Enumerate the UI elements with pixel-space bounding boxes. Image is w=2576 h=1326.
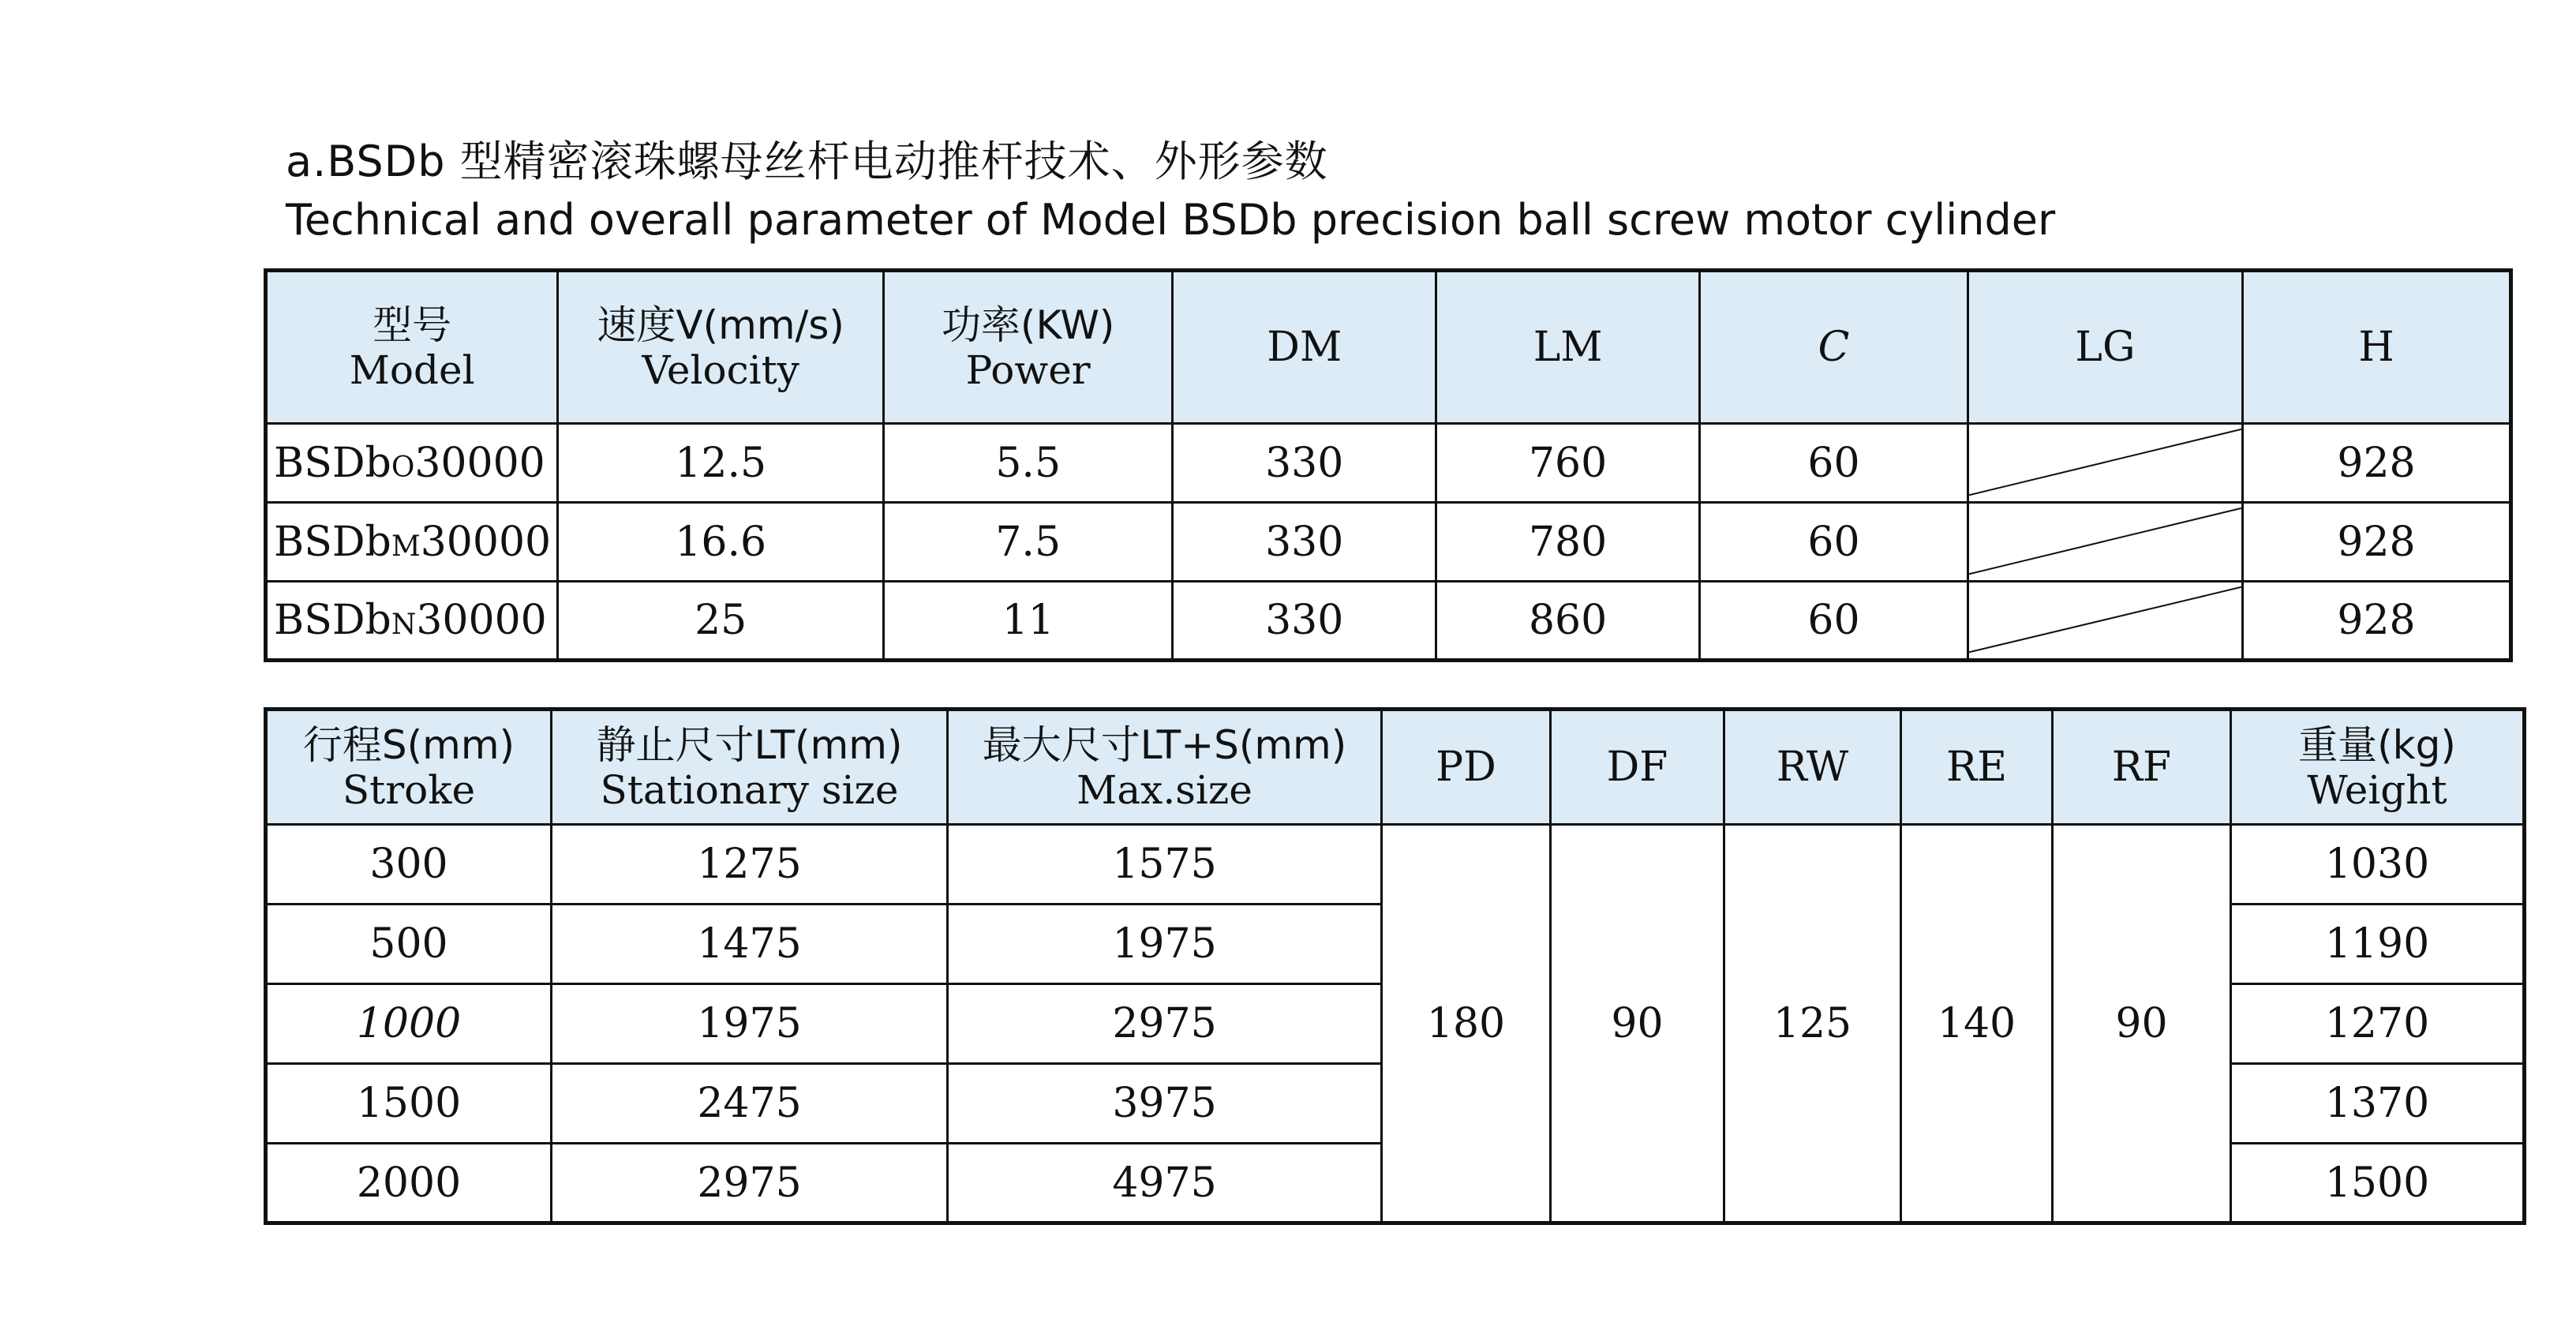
stroke-dimension-table: [264, 707, 2526, 1225]
weight-cell: 1030: [2231, 825, 2525, 905]
velocity-cell: 25: [558, 582, 884, 661]
table-row: [266, 503, 2511, 582]
c-cell: 60: [1700, 503, 1968, 582]
header-lm: LM: [1436, 271, 1700, 424]
header-lg: LG: [1968, 271, 2242, 424]
stroke-cell: 1000: [266, 984, 552, 1064]
stroke-cell: 1500: [266, 1064, 552, 1144]
header-max-size: 最大尺寸LT+S(mm) Max.size: [948, 710, 1382, 825]
stroke-cell: 2000: [266, 1144, 552, 1223]
table-row: [266, 582, 2511, 661]
header-velocity: 速度V(mm/s) Velocity: [558, 271, 884, 424]
model-cell: BSDbO30000: [266, 424, 558, 503]
header-df: DF: [1551, 710, 1724, 825]
weight-cell: 1190: [2231, 905, 2525, 984]
stroke-cell: 300: [266, 825, 552, 905]
header-h: H: [2242, 271, 2510, 424]
stationary-cell: 1975: [552, 984, 948, 1064]
header-rw: RW: [1724, 710, 1901, 825]
model-parameter-table: [264, 268, 2513, 662]
df-cell: 90: [1551, 825, 1724, 1223]
title-english: Technical and overall parameter of Model BSDb precision ball screw motor cylinder: [286, 195, 2056, 245]
model-cell: BSDbM30000: [266, 503, 558, 582]
table2-header-row: [266, 710, 2525, 825]
stationary-cell: 1475: [552, 905, 948, 984]
max-cell: 1975: [948, 905, 1382, 984]
re-cell: 140: [1901, 825, 2053, 1223]
weight-cell: 1370: [2231, 1064, 2525, 1144]
header-weight: 重量(kg) Weight: [2231, 710, 2525, 825]
table-row: [266, 424, 2511, 503]
velocity-cell: 16.6: [558, 503, 884, 582]
max-cell: 1575: [948, 825, 1382, 905]
c-cell: 60: [1700, 582, 1968, 661]
lg-empty-cell: [1968, 503, 2242, 582]
dm-cell: 330: [1173, 503, 1436, 582]
model-cell: BSDbN30000: [266, 582, 558, 661]
lm-cell: 760: [1436, 424, 1700, 503]
h-cell: 928: [2242, 503, 2510, 582]
header-c: C: [1700, 271, 1968, 424]
power-cell: 5.5: [884, 424, 1173, 503]
header-power: 功率(KW) Power: [884, 271, 1173, 424]
lm-cell: 860: [1436, 582, 1700, 661]
max-cell: 3975: [948, 1064, 1382, 1144]
lm-cell: 780: [1436, 503, 1700, 582]
weight-cell: 1500: [2231, 1144, 2525, 1223]
dm-cell: 330: [1173, 424, 1436, 503]
max-cell: 2975: [948, 984, 1382, 1064]
velocity-cell: 12.5: [558, 424, 884, 503]
rf-cell: 90: [2053, 825, 2231, 1223]
power-cell: 11: [884, 582, 1173, 661]
title-chinese: a.BSDb 型精密滚珠螺母丝杆电动推杆技术、外形参数: [286, 137, 1328, 186]
h-cell: 928: [2242, 424, 2510, 503]
weight-cell: 1270: [2231, 984, 2525, 1064]
stroke-cell: 500: [266, 905, 552, 984]
power-cell: 7.5: [884, 503, 1173, 582]
dm-cell: 330: [1173, 582, 1436, 661]
header-rf: RF: [2053, 710, 2231, 825]
stationary-cell: 2975: [552, 1144, 948, 1223]
table-row: [266, 825, 2525, 905]
rw-cell: 125: [1724, 825, 1901, 1223]
diagonal-slash: [1969, 425, 2241, 501]
title-block: [286, 133, 2055, 249]
max-cell: 4975: [948, 1144, 1382, 1223]
h-cell: 928: [2242, 582, 2510, 661]
table1-header-row: [266, 271, 2511, 424]
pd-cell: 180: [1382, 825, 1551, 1223]
stationary-cell: 2475: [552, 1064, 948, 1144]
header-stroke: 行程S(mm) Stroke: [266, 710, 552, 825]
lg-empty-cell: [1968, 424, 2242, 503]
header-pd: PD: [1382, 710, 1551, 825]
header-model: 型号 Model: [266, 271, 558, 424]
stationary-cell: 1275: [552, 825, 948, 905]
diagonal-slash: [1969, 504, 2241, 580]
diagonal-slash: [1969, 582, 2241, 658]
header-stationary-size: 静止尺寸LT(mm) Stationary size: [552, 710, 948, 825]
header-dm: DM: [1173, 271, 1436, 424]
header-re: RE: [1901, 710, 2053, 825]
lg-empty-cell: [1968, 582, 2242, 661]
c-cell: 60: [1700, 424, 1968, 503]
